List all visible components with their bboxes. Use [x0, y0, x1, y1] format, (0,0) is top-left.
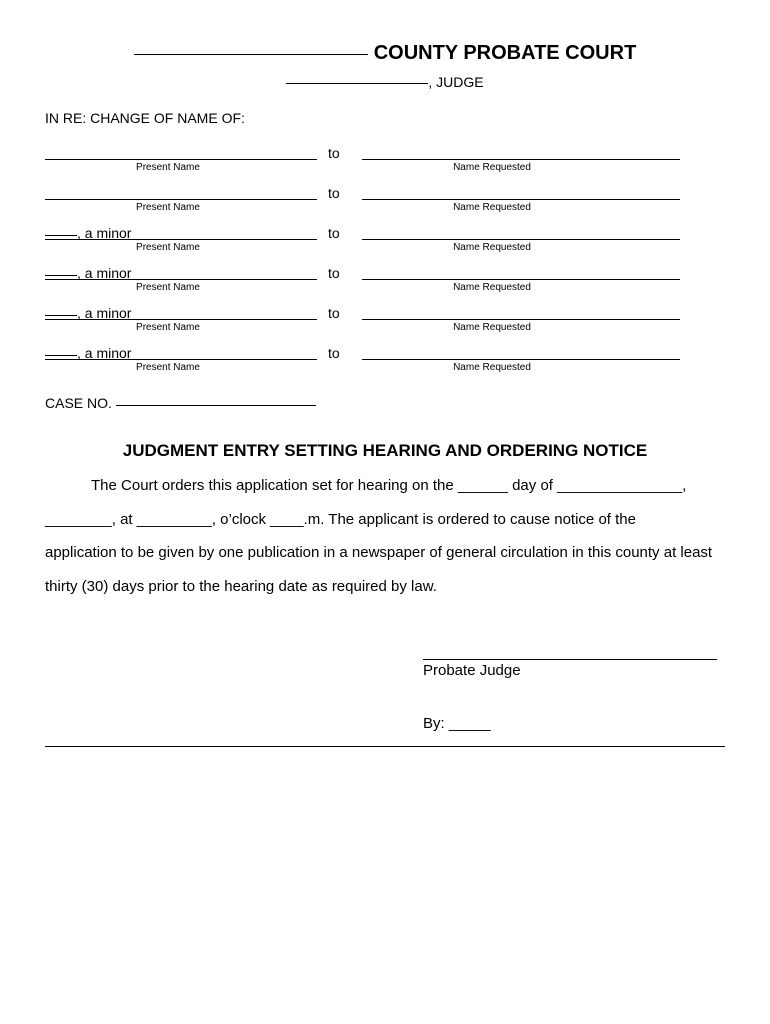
present-name-caption: Present Name [136, 362, 200, 373]
requested-name-caption: Name Requested [453, 162, 531, 173]
court-title-text: COUNTY PROBATE COURT [373, 42, 637, 64]
minor-name-blank[interactable] [45, 355, 77, 356]
to-label: to [328, 305, 340, 321]
requested-name-field[interactable] [362, 159, 680, 160]
body-line: ________, at _________, o’clock ____.m. The applicant is ordered to cause notice of the [45, 511, 636, 528]
requested-name-caption: Name Requested [453, 242, 531, 253]
requested-name-caption: Name Requested [453, 322, 531, 333]
signature-line[interactable] [423, 659, 717, 660]
present-name-caption: Present Name [136, 202, 200, 213]
document-heading: JUDGMENT ENTRY SETTING HEARING AND ORDERING NOTICE [122, 441, 648, 460]
requested-name-field[interactable] [362, 319, 680, 320]
signature-label: Probate Judge [423, 662, 521, 679]
requested-name-caption: Name Requested [453, 202, 531, 213]
minor-name-blank[interactable] [45, 315, 77, 316]
in-re-caption: IN RE: CHANGE OF NAME OF: [45, 110, 245, 126]
to-label: to [328, 345, 340, 361]
to-label: to [328, 185, 340, 201]
minor-name-blank[interactable] [45, 235, 77, 236]
by-line: By: _____ [423, 715, 491, 732]
minor-text: , a minor [77, 345, 132, 361]
requested-name-field[interactable] [362, 239, 680, 240]
body-line: application to be given by one publication in a newspaper of general circulation in this county at least [45, 544, 713, 561]
minor-label [45, 265, 131, 281]
minor-text: , a minor [77, 305, 132, 321]
name-row [0, 183, 770, 219]
requested-name-field[interactable] [362, 199, 680, 200]
body-line: thirty (30) days prior to the hearing date as required by law. [45, 578, 437, 595]
body-line: The Court orders this application set for hearing on the ______ day of _______________, [91, 477, 687, 494]
case-no-label: CASE NO. [45, 395, 112, 411]
judge-suffix: , JUDGE [428, 74, 484, 90]
bottom-divider [45, 746, 725, 747]
name-row [0, 303, 770, 339]
name-row [0, 143, 770, 179]
requested-name-field[interactable] [362, 359, 680, 360]
requested-name-caption: Name Requested [453, 282, 531, 293]
judge-line [0, 74, 770, 90]
minor-text: , a minor [77, 265, 132, 281]
minor-name-blank[interactable] [45, 275, 77, 276]
case-number [45, 395, 316, 411]
judge-name-blank[interactable] [286, 83, 428, 84]
minor-label [45, 345, 131, 361]
minor-text: , a minor [77, 225, 132, 241]
present-name-caption: Present Name [136, 282, 200, 293]
court-title [0, 42, 770, 65]
name-row [0, 263, 770, 299]
present-name-field[interactable] [45, 159, 317, 160]
name-row [0, 223, 770, 259]
to-label: to [328, 145, 340, 161]
to-label: to [328, 265, 340, 281]
requested-name-caption: Name Requested [453, 362, 531, 373]
minor-label [45, 225, 131, 241]
present-name-field[interactable] [45, 199, 317, 200]
case-no-blank[interactable] [116, 405, 316, 406]
present-name-caption: Present Name [136, 242, 200, 253]
requested-name-field[interactable] [362, 279, 680, 280]
minor-label [45, 305, 131, 321]
present-name-caption: Present Name [136, 322, 200, 333]
to-label: to [328, 225, 340, 241]
county-blank[interactable] [134, 54, 368, 55]
present-name-caption: Present Name [136, 162, 200, 173]
name-row [0, 343, 770, 379]
